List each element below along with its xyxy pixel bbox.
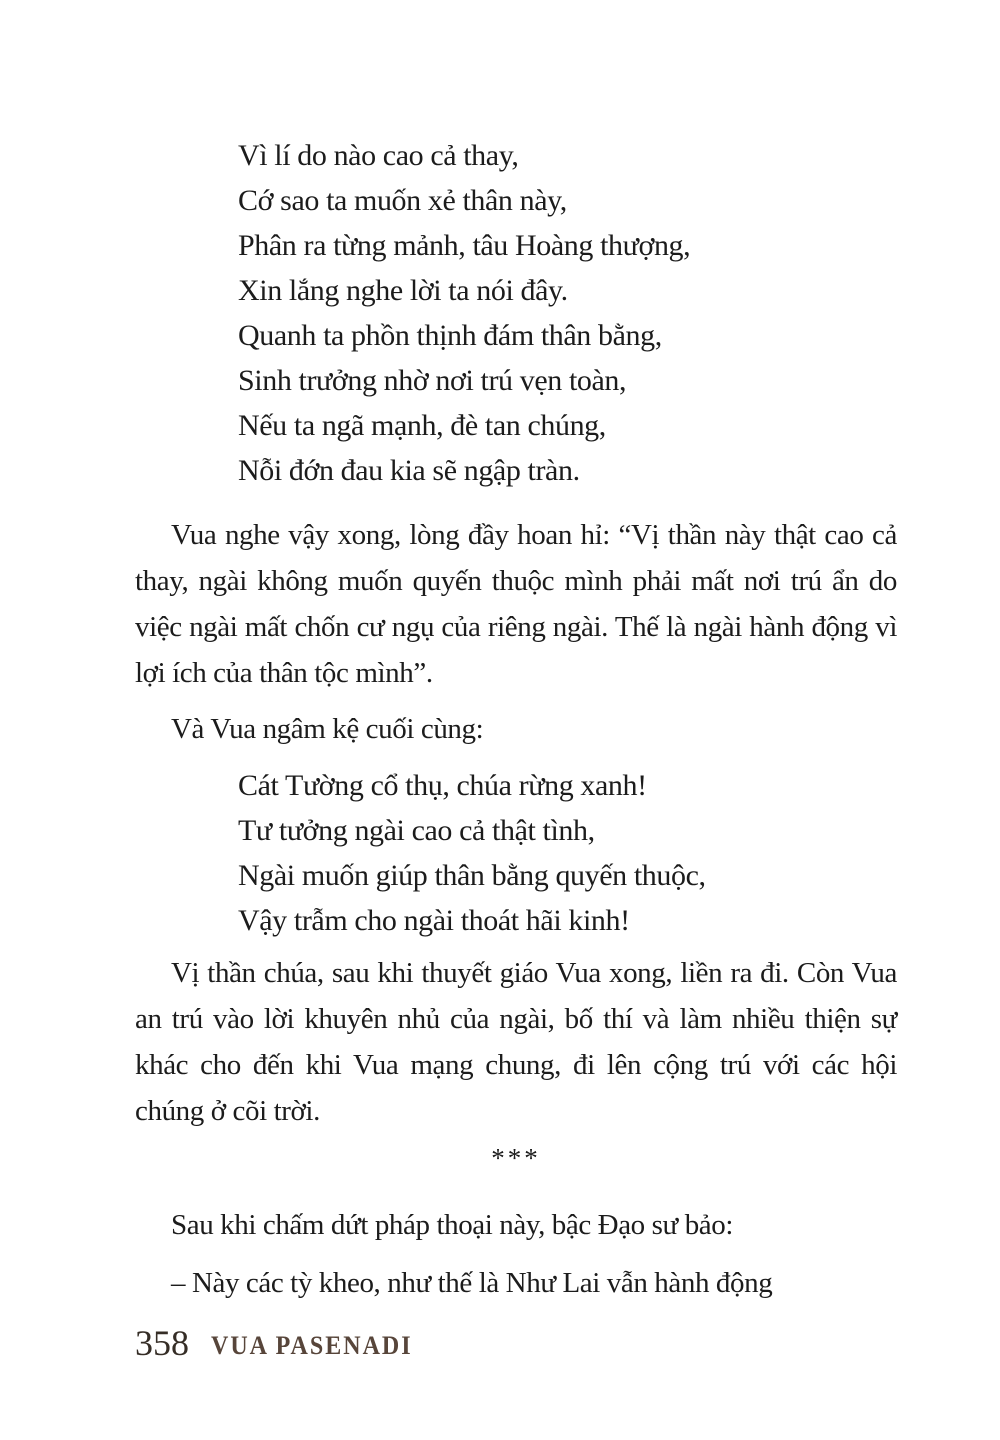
paragraph-teacher-speaks: Sau khi chấm dứt pháp thoại này, bậc Đạo sư bảo: bbox=[171, 1209, 734, 1241]
verse-line: Ngài muốn giúp thân bằng quyến thuộc, bbox=[238, 859, 706, 892]
running-title: VUA PASENADI bbox=[211, 1331, 413, 1361]
verse-line: Nếu ta ngã mạnh, đè tan chúng, bbox=[238, 409, 606, 442]
page-number: 358 bbox=[135, 1323, 189, 1363]
stanza-1 bbox=[238, 133, 897, 493]
verse-line: Nỗi đớn đau kia sẽ ngập tràn. bbox=[238, 454, 580, 487]
verse-line: Quanh ta phồn thịnh đám thân bằng, bbox=[238, 319, 662, 352]
page-footer bbox=[135, 1322, 413, 1364]
verse-line: Cớ sao ta muốn xẻ thân này, bbox=[238, 184, 567, 217]
verse-line: Xin lắng nghe lời ta nói đây. bbox=[238, 274, 568, 307]
paragraph-bhikkhu-address: – Này các tỳ kheo, như thế là Như Lai vẫn hành động bbox=[171, 1267, 773, 1299]
verse-line: Tư tưởng ngài cao cả thật tình, bbox=[238, 814, 595, 847]
section-separator: *** bbox=[491, 1143, 541, 1173]
verse-line: Vậy trẫm cho ngài thoát hãi kinh! bbox=[238, 904, 630, 937]
verse-line: Phân ra từng mảnh, tâu Hoàng thượng, bbox=[238, 229, 691, 262]
verse-line: Sinh trưởng nhờ nơi trú vẹn toàn, bbox=[238, 364, 627, 397]
paragraph-deity-departs: Vị thần chúa, sau khi thuyết giáo Vua xong, liền ra đi. Còn Vua an trú vào lời khuyên nhủ của ngài, bố thí và làm nhiều thiện sự khác cho đến khi Vua mạng chung, đi lên cộng trú với các hội chúng ở cõi trời. bbox=[135, 957, 897, 1127]
stanza-2 bbox=[238, 763, 897, 943]
verse-line: Cát Tường cổ thụ, chúa rừng xanh! bbox=[238, 769, 647, 802]
verse-line: Vì lí do nào cao cả thay, bbox=[238, 139, 519, 172]
lead-in-line: Và Vua ngâm kệ cuối cùng: bbox=[171, 713, 484, 745]
page-content bbox=[135, 133, 897, 1306]
paragraph-king-rejoices: Vua nghe vậy xong, lòng đầy hoan hỉ: “Vị thần này thật cao cả thay, ngài không muốn quyến thuộc mình phải mất nơi trú ẩn do việc ngài mất chốn cư ngụ của riêng ngài. Thế là ngài hành động vì lợi ích của thân tộc mình”. bbox=[135, 519, 897, 689]
